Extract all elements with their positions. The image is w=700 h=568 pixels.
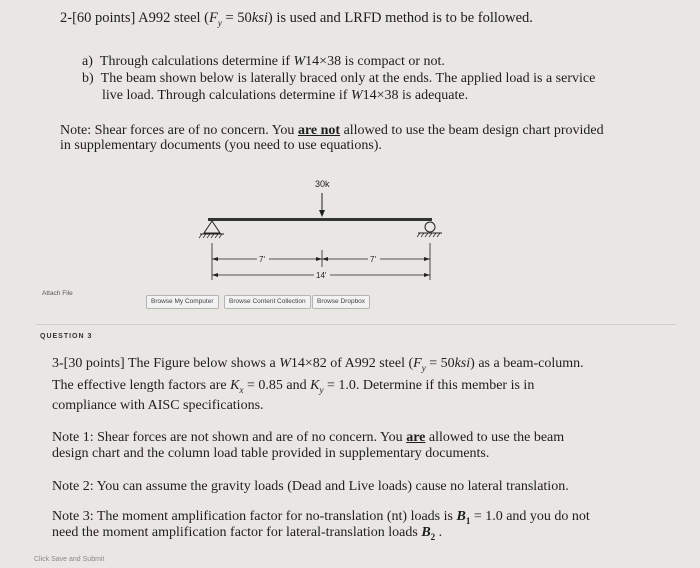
question-2-note-line1: Note: Shear forces are of no concern. You are not allowed to use the beam design chart provided [60,123,604,138]
browse-content-collection-button[interactable]: Browse Content Collection [224,295,311,309]
browse-dropbox-button[interactable]: Browse Dropbox [312,295,370,309]
dim-right-label: 7' [370,255,376,264]
question-3-line1: 3-[30 points] The Figure below shows a W14×82 of A992 steel $(F_y = 50ksi)$ as a beam-column. [52,356,584,373]
question-2-title: 2-[60 points] A992 steel $(F_y = 50ksi)$ is used and LRFD method is to be followed. [60,10,533,28]
question-3-note2: Note 2: You can assume the gravity loads (Dead and Live loads) cause no lateral translation. [52,479,569,494]
beam-diagram [190,175,450,295]
question-3-note3-line2: need the moment amplification factor for lateral-translation loads $B_2$ . [52,525,443,542]
question-3-line3: compliance with AISC specifications. [52,398,264,413]
question-3-note1-line2: design chart and the column load table provided in supplementary documents. [52,446,490,461]
load-arrowhead [319,210,325,217]
question-2-item-b-line2: live load. Through calculations determine if W14×38 is adequate. [102,88,469,103]
question-2-item-a: a) Through calculations determine if W14×38 is compact or not. [82,54,445,69]
browse-computer-button[interactable]: Browse My Computer [146,295,219,309]
question-2-note-line2: in supplementary documents (you need to use equations). [60,138,382,153]
pin-support-hatch [199,234,222,238]
question-3-note3-line1: Note 3: The moment amplification factor for no-translation (nt) loads is $B_1 = 1.0$ and you do not [52,509,590,526]
roller-support [425,222,435,232]
roller-support-hatch [417,233,440,237]
question-2-item-b-line1: b) The beam shown below is laterally braced only at the ends. The applied load is a service [82,71,596,86]
question-3-header: QUESTION 3 [40,333,93,340]
section-divider [36,324,676,325]
save-and-submit-link[interactable]: Click Save and Submit [34,556,105,563]
load-label: 30k [315,179,330,189]
attach-file-label: Attach File [42,290,73,297]
question-3-note1-line1: Note 1: Shear forces are not shown and are of no concern. You are allowed to use the beam [52,430,565,445]
pin-support [204,221,220,233]
question-3-line2: The effective length factors are $K_x = 0.85$ and $K_y = 1.0$. Determine if this member is in [52,378,535,395]
dim-total-label: 14' [316,271,327,280]
beam [208,218,432,221]
dim-left-label: 7' [259,255,265,264]
